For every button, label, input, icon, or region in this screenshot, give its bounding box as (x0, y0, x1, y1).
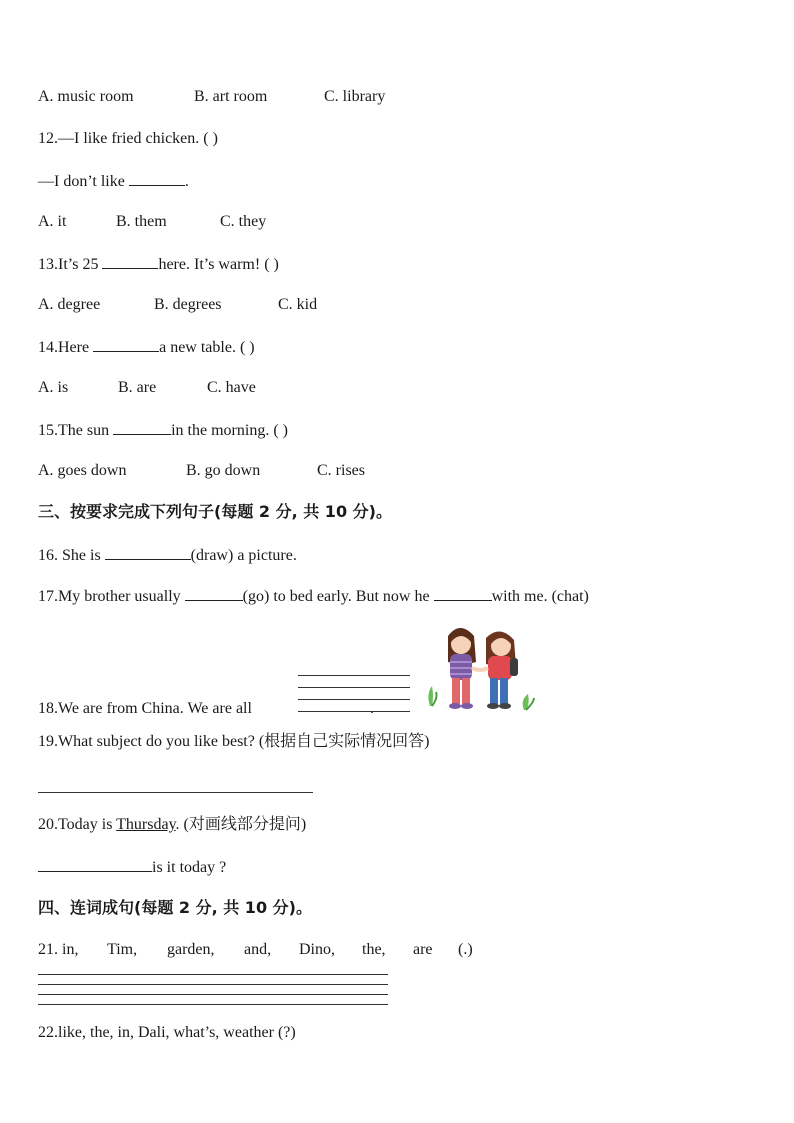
q13-after: here. It’s warm! ( ) (158, 256, 279, 273)
q18-writing-line-2[interactable] (298, 687, 410, 688)
q15-option-b: B. go down (186, 462, 261, 479)
q14-after: a new table. ( ) (159, 339, 255, 356)
q21-word: garden, (167, 941, 215, 958)
q13-blank[interactable] (102, 254, 158, 269)
q12-reply-before: —I don’t like (38, 173, 125, 190)
q21-word: are (413, 941, 433, 958)
q14-before: 14.Here (38, 339, 90, 356)
q20-answer (38, 857, 226, 878)
q21-word: the, (362, 941, 386, 958)
q12-options (38, 212, 266, 232)
q21-words (38, 940, 473, 960)
two-girls-illustration (420, 622, 538, 716)
q20-underlined-word: Thursday (116, 816, 176, 833)
q20-before: 20.Today is (38, 816, 113, 833)
q12-option-c: C. they (220, 213, 267, 230)
q21-word: 21. in, (38, 941, 79, 958)
q21-word: (.) (458, 941, 473, 958)
q15-before: 15.The sun (38, 422, 110, 439)
q13-options (38, 295, 317, 315)
q12-blank[interactable] (129, 171, 185, 186)
q11-option-c: C. library (324, 88, 386, 105)
q16-after: (draw) a picture. (190, 547, 297, 564)
q17-blank-1[interactable] (185, 586, 243, 601)
q21-word: Tim, (107, 941, 138, 958)
q18-writing-line-1[interactable] (298, 675, 410, 676)
q18-before: 18.We are from China. We are all (38, 700, 252, 717)
q13-option-b: B. degrees (154, 296, 222, 313)
q14-question (38, 337, 255, 358)
q16-blank[interactable] (105, 545, 191, 560)
q14-blank[interactable] (93, 337, 159, 352)
q18-question (38, 699, 374, 719)
q20-question (38, 815, 306, 835)
q15-options (38, 461, 365, 481)
q21-writing-line-3[interactable] (38, 994, 388, 995)
q22-question: 22.like, the, in, Dali, what’s, weather (?) (38, 1024, 296, 1041)
q15-question (38, 420, 288, 441)
q19-question: 19.What subject do you like best? (根据自己实际情况回答) (38, 733, 430, 750)
q18-after: . (369, 700, 374, 717)
q17-question (38, 586, 589, 607)
q19-answer-line[interactable] (38, 792, 313, 793)
q20-answer-after: is it today ? (152, 859, 227, 876)
q21-writing-line-4[interactable] (38, 1004, 388, 1005)
q21-writing-line-1[interactable] (38, 974, 388, 975)
section4-heading: 四、连词成句(每题 2 分, 共 10 分)。 (38, 898, 312, 917)
q17-before: 17.My brother usually (38, 588, 181, 605)
q17-after: with me. (chat) (491, 588, 589, 605)
q12-reply (38, 171, 189, 192)
q12-option-a: A. it (38, 213, 67, 230)
q21-word: Dino, (299, 941, 335, 958)
q13-before: 13.It’s 25 (38, 256, 99, 273)
q17-mid: (go) to bed early. But now he (242, 588, 430, 605)
q11-option-a: A. music room (38, 88, 134, 105)
q18-writing-line-4[interactable] (298, 711, 410, 712)
q11-option-b: B. art room (194, 88, 268, 105)
q20-blank[interactable] (38, 857, 152, 872)
q15-after: in the morning. ( ) (171, 422, 288, 439)
q14-option-b: B. are (118, 379, 157, 396)
q11-options (38, 87, 385, 107)
q13-question (38, 254, 279, 275)
q16-before: 16. She is (38, 547, 101, 564)
q12-prompt: 12.—I like fried chicken. ( ) (38, 130, 218, 147)
q12-option-b: B. them (116, 213, 167, 230)
q15-option-c: C. rises (317, 462, 365, 479)
q14-options (38, 378, 256, 398)
section3-heading: 三、按要求完成下列句子(每题 2 分, 共 10 分)。 (38, 502, 392, 521)
q16-question (38, 545, 297, 566)
q17-blank-2[interactable] (434, 586, 492, 601)
q14-option-a: A. is (38, 379, 69, 396)
q21-word: and, (244, 941, 272, 958)
q15-blank[interactable] (113, 420, 171, 435)
q20-after: . (对画线部分提问) (175, 816, 307, 833)
q18-writing-line-3[interactable] (298, 699, 410, 700)
q15-option-a: A. goes down (38, 462, 127, 479)
q21-writing-line-2[interactable] (38, 984, 388, 985)
q14-option-c: C. have (207, 379, 256, 396)
q13-option-a: A. degree (38, 296, 101, 313)
q13-option-c: C. kid (278, 296, 318, 313)
q12-reply-after: . (184, 173, 189, 190)
